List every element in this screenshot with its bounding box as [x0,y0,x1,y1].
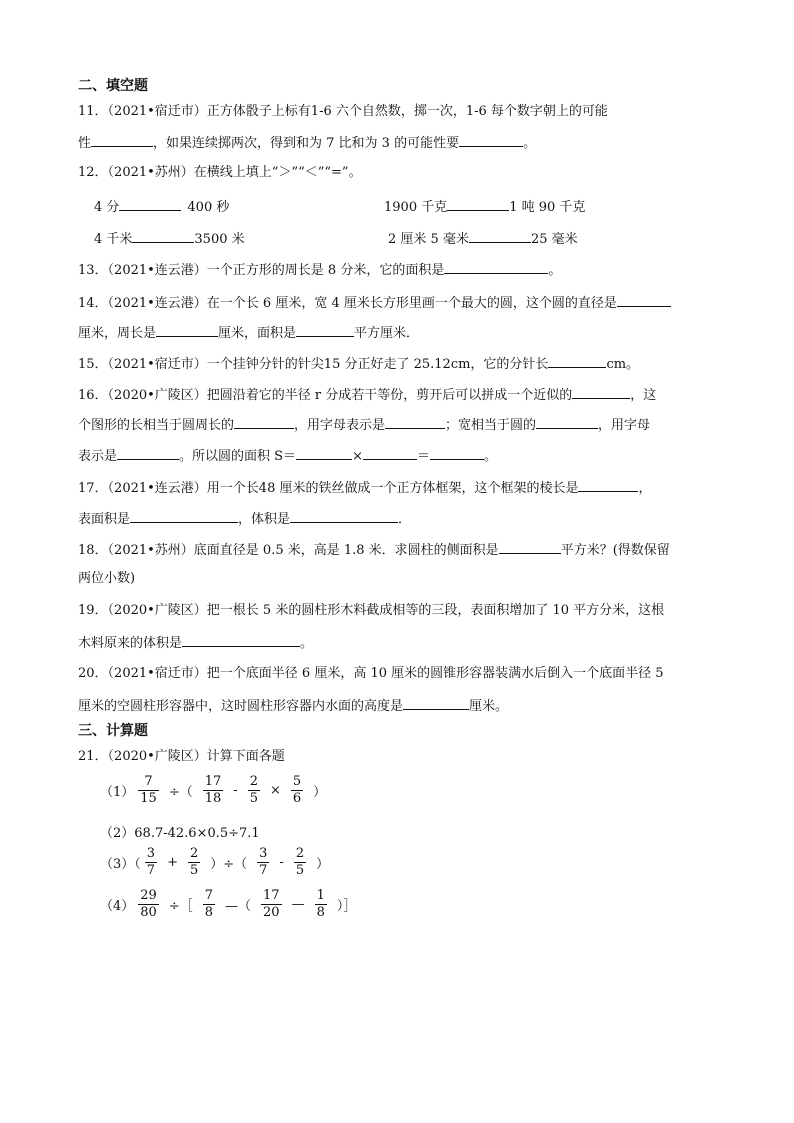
question-16-line-2 [78,414,650,436]
q16-text-7: 表示是 [78,449,118,464]
q14-blank-1[interactable] [617,292,671,307]
calc-4-frac-4 [315,888,327,921]
q11-text-2: ，如果连续掷两次，得到和为 7 比和为 3 的可能性要 [153,136,460,151]
calc-1-frac-3-num: 2 [249,774,258,789]
question-14-line-2 [78,322,419,344]
q15-text-2: cm。 [606,357,640,372]
calc-4-frac-4-den: 8 [316,905,325,920]
calc-item-2 [100,822,260,841]
question-19-line-2 [78,632,313,654]
q14-text-4: 平方厘米． [354,326,420,341]
calc-4-frac-1 [138,888,159,921]
q14-text-1: 14．（2021•连云港）在一个长 6 厘米，宽 4 厘米长方形里画一个最大的圆，这个圆的直径是 [78,296,617,311]
calc-1-frac-2-num: 17 [204,774,222,789]
question-18-line-2: 两位小数) [78,571,136,586]
q16-text-5: ；宽相当于圆的 [445,418,537,433]
question-15 [78,353,639,375]
calc-3-frac-2-num: 2 [189,846,199,861]
q13-text-2: 。 [548,263,562,278]
q16-text-9: × [352,449,363,464]
q18-blank-1[interactable] [499,539,561,554]
q12-row-1-left [94,196,229,218]
q13-text-1: 13．（2021•连云港）一个正方形的周长是 8 分米，它的面积是 [78,263,445,278]
q16-blank-7[interactable] [363,445,417,460]
q17-text-3: 表面积是 [78,512,131,527]
q14-text-2: 厘米，周长是 [78,326,157,341]
section-title-calculation: 三、计算题 [78,723,148,739]
calc-3-op-3: - [279,855,284,870]
calc-1-frac-2 [203,774,224,807]
calc-3-frac-4 [294,846,306,879]
q15-blank-1[interactable] [548,353,606,368]
q16-blank-3[interactable] [385,414,445,429]
question-19-line-1: 19．（2020•广陵区）把一根长 5 米的圆柱形木料截成相等的三段，表面积增加了 10 平方分米，这根 [78,603,665,618]
q17-text-1: 17．（2021•连云港）用一个长48 厘米的铁丝做成一个正方体框架，这个框架的棱长是 [78,481,579,496]
q12-r2-right-b: 25 毫米 [530,232,578,247]
calc-3-op-1: + [167,855,178,870]
calc-4-frac-2-den: 8 [204,905,214,920]
question-21-title: 21．（2020•广陵区）计算下面各题 [78,749,285,764]
calc-4-frac-4-num: 1 [316,888,325,903]
calc-3-frac-3 [257,846,269,879]
q14-blank-3[interactable] [296,322,354,337]
q15-text-1: 15．（2021•宿迁市）一个挂钟分针的针尖15 分正好走了 25.12cm，它的分针长 [78,357,549,372]
calc-4-end: ）］ [336,899,357,914]
q12-blank-4[interactable] [469,228,531,243]
calc-3-frac-1-den: 7 [146,863,156,878]
q12-r1-right-b: 1 吨 90 千克 [509,200,586,215]
q16-blank-6[interactable] [296,445,352,460]
q16-text-11: 。 [483,449,497,464]
calc-1-frac-4-num: 5 [292,774,302,789]
calc-4-frac-1-den: 80 [140,905,157,920]
calc-3-frac-4-num: 2 [295,846,305,861]
q18-text-2: 平方米？(得数保留 [560,543,670,558]
q20-blank-1[interactable] [403,695,469,710]
question-14-line-1 [78,292,671,314]
q11-text-3: 。 [523,136,537,151]
q13-blank-1[interactable] [444,259,548,274]
calc-1-frac-3-den: 5 [249,791,258,806]
calc-4-op-1: ÷［ [168,899,193,914]
calc-1-label: （1） [100,785,135,800]
q20-text-1: 厘米的空圆柱形容器中，这时圆柱形容器内水面的高度是 [78,699,404,714]
question-12-line-1: 12．（2021•苏州）在横线上填上“＞”“＜”“=”。 [78,165,362,180]
q16-text-8: 。所以圆的面积 S＝ [179,449,297,464]
calc-3-frac-4-den: 5 [295,863,305,878]
calc-3-frac-3-num: 3 [259,846,268,861]
calc-2-expression: （2）68.7-42.6×0.5÷7.1 [100,826,260,841]
calc-4-frac-3-den: 20 [263,905,280,920]
q16-blank-8[interactable] [430,445,484,460]
q16-blank-4[interactable] [536,414,598,429]
q16-text-4: ，用字母表示是 [294,418,386,433]
calc-4-label: （4） [100,899,135,914]
calc-1-frac-1-num: 7 [144,774,153,789]
calc-3-frac-2-den: 5 [189,863,199,878]
q19-text-1: 木料原来的体积是 [78,636,183,651]
calc-1-end: ） [313,785,327,800]
calc-3-op-2: ）÷（ [210,857,248,872]
q12-r2-right-a: 2 厘米 5 毫米 [388,232,469,247]
q16-blank-1[interactable] [572,384,630,399]
q12-blank-2[interactable] [447,196,509,211]
q12-r1-left-b: 400 秒 [187,200,230,215]
q16-text-10: ＝ [416,449,430,464]
calc-1-frac-3 [248,774,260,807]
calc-3-end: ） [316,857,330,872]
calc-3-label: （3）（ [100,857,141,872]
calc-4-op-2: —（ [225,899,252,914]
q12-r2-left-a: 4 千米 [94,232,133,247]
q16-text-1: 16．（2020•广陵区）把圆沿着它的半径 r 分成若干等份，剪开后可以拼成一个近似的 [78,388,573,403]
question-20-line-1: 20．（2021•宿迁市）把一个底面半径 6 厘米，高 10 厘米的圆锥形容器装满水后倒入一个底面半径 5 [78,666,664,681]
q16-text-6: ，用字母 [598,418,651,433]
calc-1-frac-1 [138,774,159,807]
q17-text-4: ，体积是 [238,512,291,527]
calc-1-frac-4-den: 6 [292,791,302,806]
q12-blank-3[interactable] [132,228,194,243]
calc-item-1 [100,774,332,807]
q16-blank-5[interactable] [117,445,179,460]
q19-blank-1[interactable] [182,632,300,647]
q12-r2-left-b: 3500 米 [194,232,245,247]
calc-1-frac-4 [291,774,303,807]
calc-1-frac-1-den: 15 [140,791,157,806]
q17-blank-2[interactable] [130,508,238,523]
q11-blank-1[interactable] [91,132,153,147]
q11-text-1: 性 [78,136,92,151]
calc-3-frac-1 [145,846,157,879]
calc-1-frac-2-den: 18 [204,791,222,806]
q17-blank-3[interactable] [290,508,398,523]
q12-blank-1[interactable] [119,196,181,211]
q17-text-5: ． [398,512,412,527]
calc-1-op-2: - [233,783,238,798]
question-17-line-2 [78,508,411,530]
q20-text-2: 厘米。 [469,699,509,714]
q16-text-3: 个图形的长相当于圆周长的 [78,418,235,433]
calc-1-op-3: × [269,783,281,798]
question-18-line-1 [78,539,670,561]
calc-4-frac-3 [261,888,282,921]
q18-text-1: 18．（2021•苏州）底面直径是 0.5 米，高是 1.8 米．求圆柱的侧面积是 [78,543,499,558]
calc-4-frac-2 [203,888,215,921]
q16-text-2: ，这 [630,388,657,403]
q14-blank-2[interactable] [156,322,218,337]
question-11-line-2 [78,132,536,154]
q11-blank-2[interactable] [459,132,523,147]
q17-blank-1[interactable] [578,477,638,492]
q12-r1-left-a: 4 分 [94,200,120,215]
q12-row-2-right [388,228,578,250]
calc-1-op-1: ÷（ [168,785,193,800]
question-13 [78,259,561,281]
calc-4-op-3: — [291,897,305,912]
q12-row-1-right [384,196,585,218]
calc-3-frac-3-den: 7 [259,863,268,878]
section-title-fill-blank: 二、填空题 [78,78,148,94]
question-20-line-2 [78,695,508,717]
q19-text-2: 。 [300,636,314,651]
calc-item-3 [100,846,335,879]
question-16-line-1 [78,384,656,406]
calc-item-4 [100,888,362,921]
calc-3-frac-1-num: 3 [146,846,156,861]
question-17-line-1 [78,477,652,499]
q14-text-3: 厘米，面积是 [218,326,297,341]
calc-3-frac-2 [188,846,200,879]
q12-r1-right-a: 1900 千克 [384,200,448,215]
question-16-line-3 [78,445,497,467]
q16-blank-2[interactable] [234,414,294,429]
question-11-line-1: 11．（2021•宿迁市）正方体骰子上标有1-6 六个自然数，掷一次，1-6 每个数字朝上的可能 [78,104,608,119]
q12-row-2-left [94,228,245,250]
calc-4-frac-2-num: 7 [204,888,214,903]
calc-4-frac-3-num: 17 [263,888,280,903]
calc-4-frac-1-num: 29 [140,888,157,903]
q17-text-2: ， [638,481,652,496]
